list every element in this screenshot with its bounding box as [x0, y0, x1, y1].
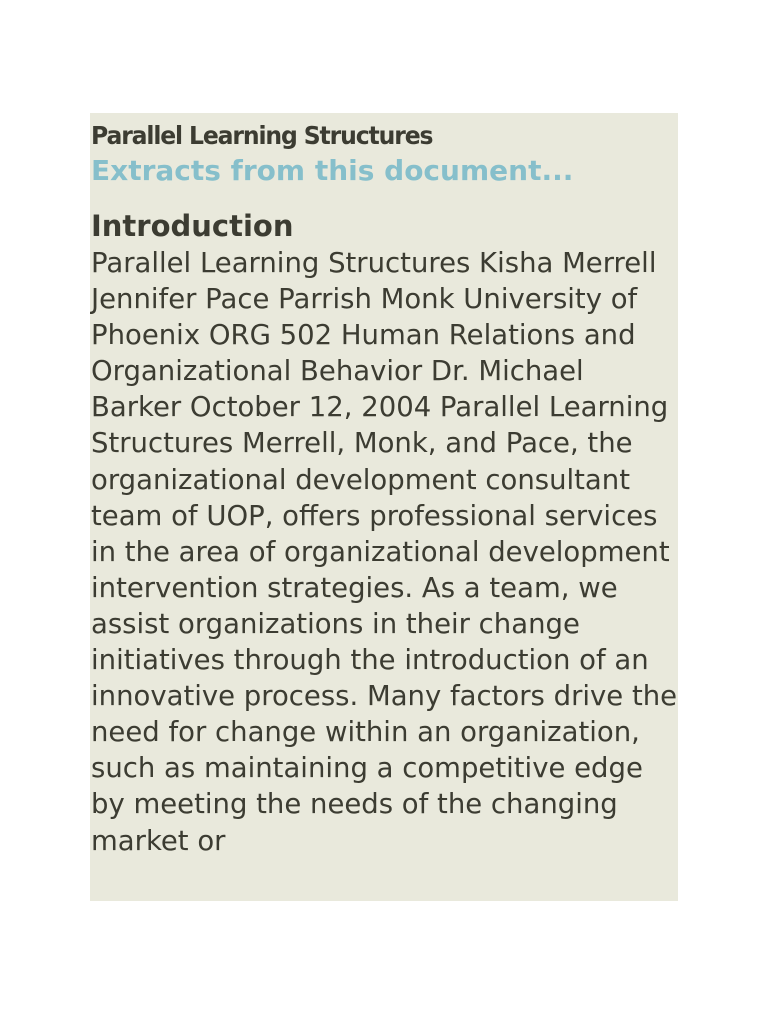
document-body-text: Parallel Learning Structures Kisha Merrell Jennifer Pace Parrish Monk University of Phoenix ORG 502 Human Relations and Organizational Behavior Dr. Michael Barker October 12, 2004 Parallel Learning Structures Merrell, Monk, and Pace, the organizational development consultant team of UOP, offers professional services in the area of organizational development intervention strategies. As a team, we assist organizations in their change initiatives through the introduction of an innovative process. Many factors drive the need for change within an organization, such as maintaining a competitive edge by meeting the needs of the changing market or	[91, 247, 678, 857]
document-title: Parallel Learning Structures	[91, 121, 433, 150]
document-preview-card	[90, 113, 678, 901]
extracts-heading: Extracts from this document...	[91, 154, 574, 187]
section-heading-introduction: Introduction	[91, 209, 294, 243]
